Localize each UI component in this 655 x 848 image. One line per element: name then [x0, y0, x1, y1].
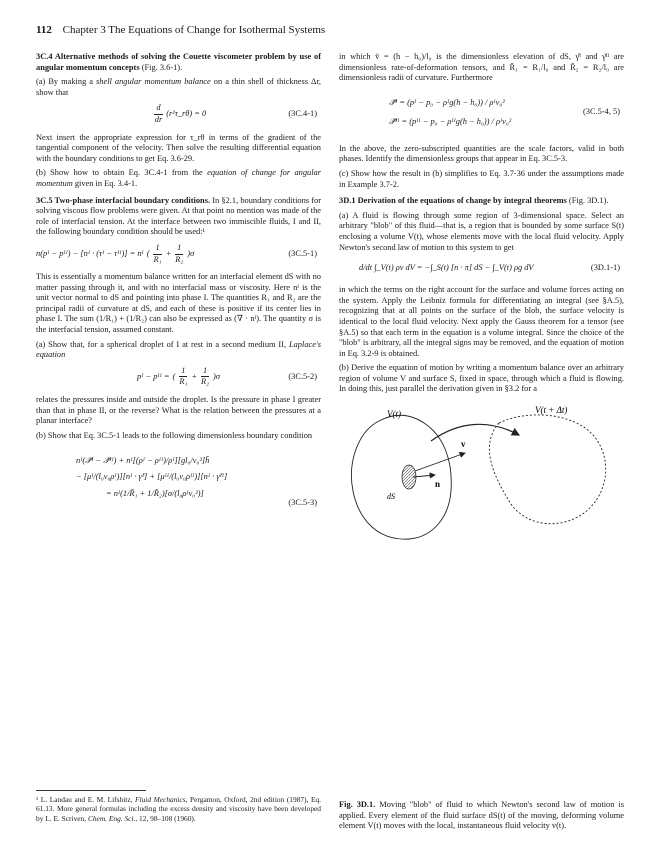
eq-line: = nᴵ(1/R̆₁ + 1/R̆₂)[σ/(l₀ρᴵv₀²)]	[106, 488, 204, 498]
eq-fraction	[199, 366, 211, 388]
eq-numerator: d	[154, 103, 162, 115]
eq-numerator: 1	[201, 366, 209, 378]
eq-fraction	[177, 366, 189, 388]
text-run: ¹ L. Landau and E. M. Lifshitz,	[36, 795, 136, 804]
eq-fraction	[153, 103, 164, 125]
text-run: on a thin shell of thickness Δr, show that	[36, 77, 321, 97]
velocity-vector-arrow	[415, 453, 465, 471]
caption-label: Fig. 3D.1.	[339, 800, 376, 809]
eq-numerator: 1	[153, 243, 161, 255]
motion-arrow	[431, 424, 519, 441]
eq-denominator: R₁	[153, 254, 162, 264]
problem-3c5-intro	[36, 196, 321, 238]
equation-3c5-1: n (pᴵ − pᴵᴵ) − [nᴵ · (τᴵ − τᴵᴵ)] = nᴵ ( $\frac{1}{\text{R₁}}$ + $\frac{1}{\text{R₂}}$ ) σ (3C.5-1)	[36, 242, 317, 264]
equation-3c5-4-5	[339, 89, 624, 137]
eq-body: σ	[215, 371, 220, 381]
equation-3d1-1	[339, 258, 624, 278]
eq-denominator: R₁	[179, 377, 188, 387]
para-terms: in which the terms on the right account for the surface and volume forces acting on the system. Apply the Leibniz formula for differentiating an integral (see §A.5), recognizing that at all points on the surface of the blob, the surface velocity is identical to the local fluid velocity. Next apply the Gauss theorem for a tensor (see §A.5) so that each term in the equation is a volume integral. Since the choice of the "blob" is arbitrary, all the integral signs may be removed, and the equation of motion in Eq. 3.2-9 is obtained.	[339, 285, 624, 358]
left-column	[36, 52, 321, 515]
figure-3d1-drawing	[339, 401, 624, 549]
problem-3c4-figref: (Fig. 3.6-1).	[141, 62, 183, 72]
eq-line: − [μᴵ/(l₀v₀ρᴵ)][nᴵ · γ̆ᴵ] + [μᴵᴵ/(l₀v₀ρᴵᴵ)][nᴵ · γ̆ᴵᴵ]	[76, 472, 228, 482]
eq-body: (r²τ_rθ) = 0	[166, 109, 207, 119]
equation-number: (3C.4-1)	[288, 109, 317, 119]
text-run: (Fig. 3D.1).	[566, 196, 609, 206]
problem-3d1-part-b: (b) Derive the equation of motion by writing a momentum balance over an arbitrary region of volume V and surface S, fixed in space, through which a fluid is flowing. In doing this, just parallel the derivation given in §3.2 for a	[339, 363, 624, 394]
problem-3c5-balance: This is essentially a momentum balance written for an interfacial element dS with no matter passing through it, and with no interfacial mass or viscosity. Here nᴵ is the unit vector normal to dS and pointing into phase I. The quantities R₁ and R₂ are the principal radii of curvature at dS, and each of these is positive if its center lies in phase I. The sum (1/R₁) + (1/R₂) can also be expressed as (∇ · nᴵ). The quantity σ is the interfacial tension, assumed constant.	[36, 272, 321, 335]
text-run: given in Eq. 3.4-1.	[72, 178, 138, 188]
chapter-title: Chapter 3 The Equations of Change for Isothermal Systems	[62, 24, 326, 36]
text-run: (a) By making a	[36, 77, 97, 87]
para-in-which: in which v̆ = (h − h₀)/l₀ is the dimensionless elevation of dS, γ̆ᴵ and γ̆ᴵᴵ are dimensionless rate-of-deformation tensors, and R̆₁ = R₁/l₀ and R̆₂ = R₂/l₀ are dimensionless radii of curvature. Furthermore	[339, 52, 624, 83]
part-c: (c) Show how the result in (b) simplifies to Eq. 3.7-36 under the assumptions made in Example 3.7-2.	[339, 168, 624, 189]
label-vt: V(t)	[387, 409, 401, 420]
label-ds: dS	[387, 492, 395, 502]
text-run: In §2.1, boundary conditions for solving viscous flow problems were given. At that point no mention was made of the role of interfacial tension. At the interface between two immiscible fluids, I and II, the following boundary condition should be used:¹	[36, 195, 321, 237]
label-v: v	[461, 439, 466, 450]
running-header	[36, 24, 626, 36]
equation-3c4-1	[36, 103, 321, 125]
right-column	[339, 52, 624, 549]
text-run: Fluid Mechanics	[135, 795, 186, 804]
equation-3c5-3	[36, 446, 321, 508]
text-run: equation of change for angular momentum	[36, 168, 321, 188]
text-run: Laplace's equation	[36, 339, 321, 360]
eq-line: nᴵ(𝒫̆ᴵ − 𝒫̆ᴵᴵ) + nᴵ[(ρᴵ − ρᴵᴵ)/ρᴵ][gl₀/v₀²]h̆	[76, 455, 210, 465]
para-above: In the above, the zero-subscripted quantities are the scale factors, valid in both phases. Identify the dimensionless groups that appear in Eq. 3C.5-3.	[339, 143, 624, 164]
text-run: , Pergamon, Oxford, 2nd edition (1987), Eq. 61.13. More general formulas including the excess density and viscosity have been developed by L. E. Scriven,	[36, 795, 322, 823]
text-run: Chem. Eng. Sci.	[87, 813, 136, 823]
figure-caption	[339, 800, 624, 832]
eq-body: d/dt ∫_V(t) ρv dV = −∫_S(t) [n · π] dS − ∫_V(t) ρg dV	[359, 262, 534, 272]
eq-numerator: 1	[175, 243, 183, 255]
text-run: (a) Show that, for a spherical droplet of I at rest in a second medium II,	[36, 339, 289, 349]
eq-fraction	[173, 243, 185, 265]
blob-vt-outline	[351, 415, 451, 539]
eq-denominator: R₂	[175, 254, 184, 264]
caption-text: Moving "blob" of fluid to which Newton's second law of motion is applied. Every element of the fluid surface dS(t) of the moving, deforming volume element V(t) moves with the local, instantaneous fluid velocity v(t).	[339, 800, 624, 831]
figure-3d1	[339, 401, 624, 549]
problem-3c5-part-a	[36, 340, 321, 361]
text-run: (b) Show how to obtain Eq. 3C.4-1 from the	[36, 168, 208, 178]
problem-3c4-part-a	[36, 77, 321, 98]
eq-line: 𝒫̆ᴵ = (pᴵ − p₀ − ρᴵg(h − h₀)) / ρᴵv₀²	[389, 98, 505, 108]
problem-3c4-part-b	[36, 168, 321, 189]
problem-3c5-title: 3C.5 Two-phase interfacial boundary conditions.	[36, 195, 211, 205]
eq-body: (pᴵ − pᴵᴵ) − [nᴵ · (τᴵ − τᴵᴵ)] = nᴵ	[40, 248, 144, 258]
footnote	[36, 790, 321, 823]
problem-3c5-relates: relates the pressures inside and outside the droplet. Is the pressure in phase I greater than that in phase II, or the reverse? What is the relation between the pressures at a planar interface?	[36, 395, 321, 426]
equation-number: (3D.1-1)	[590, 262, 620, 272]
problem-3d1-title: 3D.1 Derivation of the equations of change by integral theorems	[339, 196, 567, 206]
label-vtdt: V(t + Δt)	[535, 405, 568, 416]
problem-3c5-part-b: (b) Show that Eq. 3C.5-1 leads to the following dimensionless boundary condition	[36, 430, 313, 440]
text-run: , 12, 98–108 (1960).	[135, 813, 196, 823]
eq-body: n	[36, 248, 41, 258]
page-number: 112	[36, 24, 52, 36]
eq-body: σ	[190, 248, 195, 258]
equation-number: (3C.5-3)	[288, 497, 317, 507]
eq-numerator: 1	[179, 366, 187, 378]
problem-3d1-heading	[339, 196, 624, 207]
footnote-rule	[36, 790, 146, 791]
eq-fraction	[152, 243, 164, 265]
equation-number: (3C.5-2)	[288, 371, 317, 381]
equation-number: (3C.5-1)	[288, 248, 317, 258]
problem-3d1-part-a: (a) A fluid is flowing through some region of 3-dimensional space. Select an arbitrary "blob" of this fluid—that is, a region that is bounded by some surface S(t) enclosing a volume V(t), whose elements move with the local fluid velocity. Apply Newton's second law of motion to this system to get	[339, 210, 624, 252]
eq-line: 𝒫̆ᴵᴵ = (pᴵᴵ − p₀ − ρᴵᴵg(h − h₀)) / ρᴵv₀²	[389, 116, 512, 126]
equation-number: (3C.5-4, 5)	[583, 107, 620, 117]
eq-denominator: R₂	[201, 377, 210, 387]
problem-3c4-title: 3C.4 Alternative methods of solving the Couette viscometer problem by use of angular momentum concepts	[36, 52, 321, 72]
text-run: shell angular momentum balance	[96, 77, 211, 87]
label-n: n	[435, 479, 441, 490]
eq-body: pᴵ − pᴵᴵ =	[137, 371, 170, 381]
blob-vtdt-outline	[489, 415, 605, 524]
eq-denominator: dr	[154, 114, 163, 124]
problem-3c4-heading	[36, 52, 321, 73]
equation-3c5-2: pᴵ − pᴵᴵ = ( $\frac{1}{\text{R₁}}$ + $\frac{1}{\text{R₂}}$ ) σ (3C.5-2)	[137, 365, 317, 387]
problem-3c4-next: Next insert the appropriate expression for τ_rθ in terms of the gradient of the tangential component of the velocity. Then solve the resulting differential equation with the boundary conditions to get Eq. 3.6-29.	[36, 132, 321, 163]
